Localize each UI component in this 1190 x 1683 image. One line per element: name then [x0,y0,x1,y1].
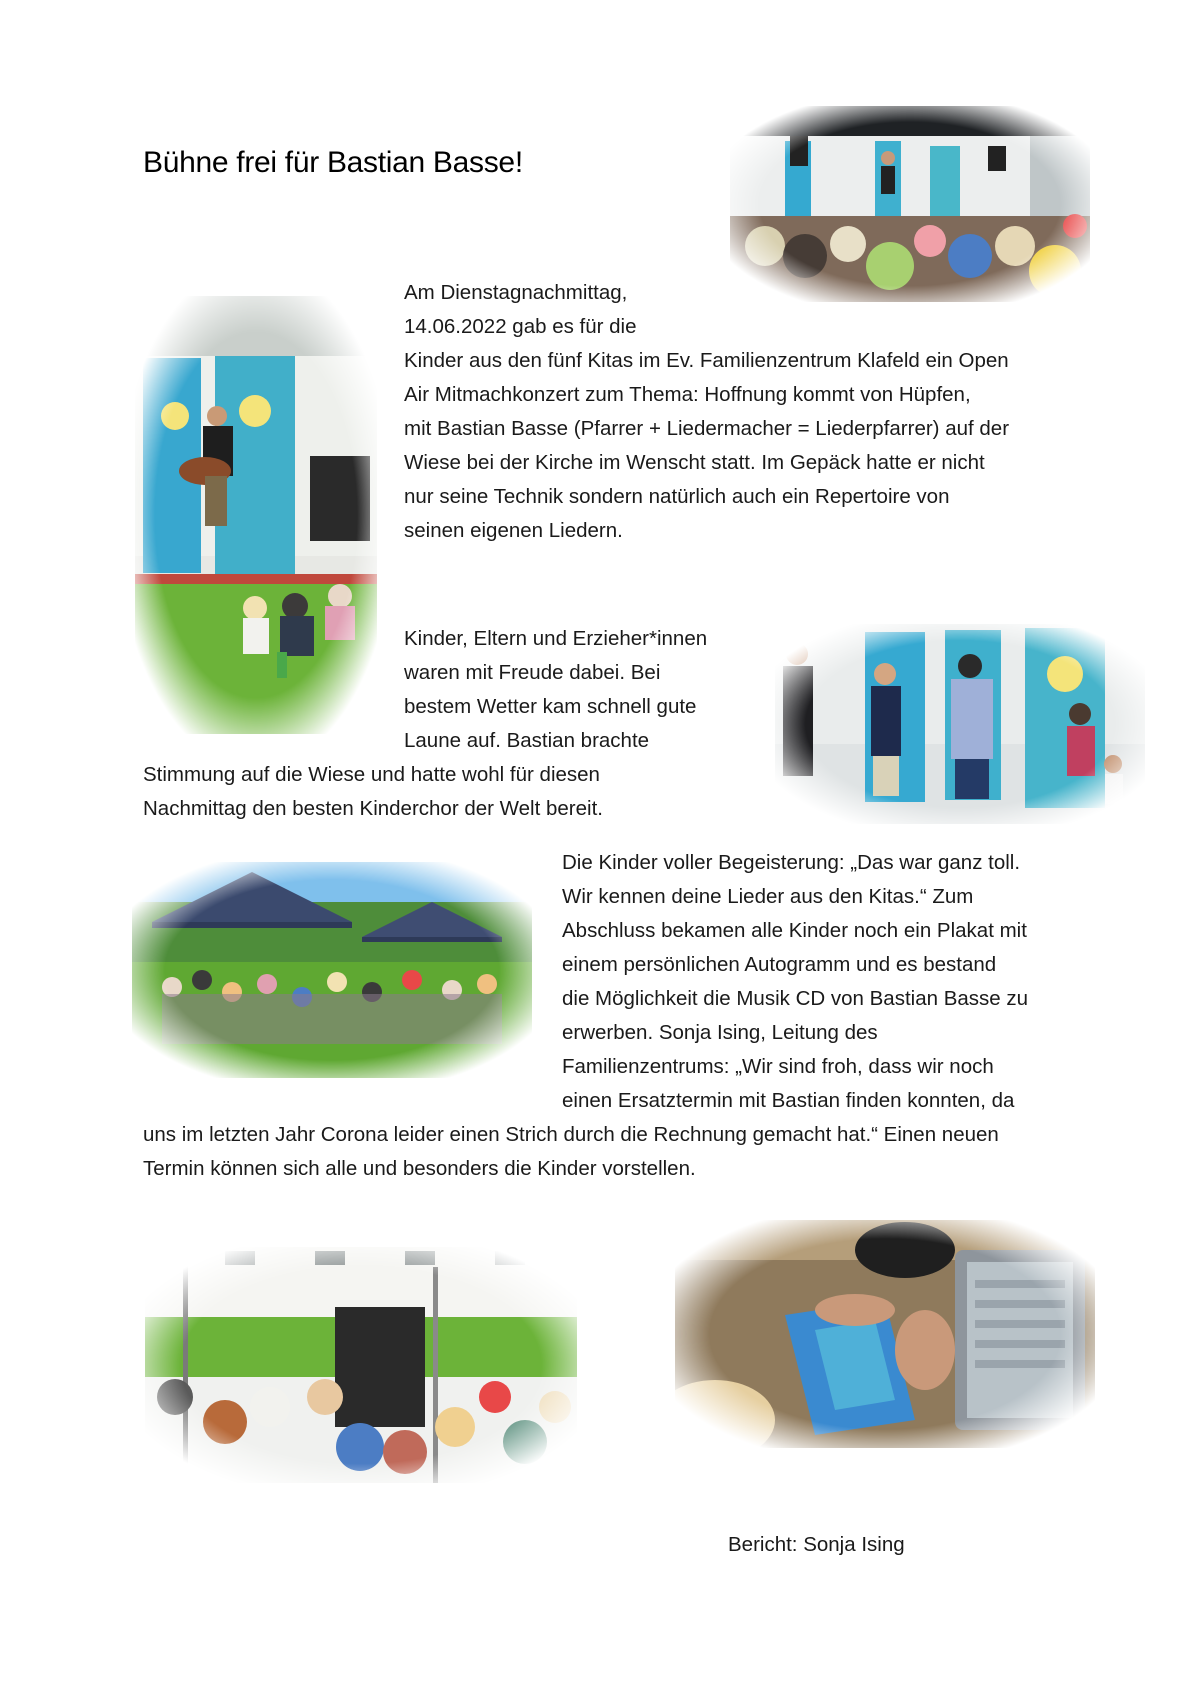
photo-tents-meadow [132,862,532,1078]
text-line: Kinder, Eltern und Erzieher*innen [404,627,708,650]
paragraph-intro [404,276,1094,548]
text-line: Abschluss bekamen alle Kinder noch ein Plakat mit [562,919,1027,942]
text-line: mit Bastian Basse (Pfarrer + Liedermacher = Liederpfarrer) auf der [404,417,1010,440]
text-line: Laune auf. Bastian brachte [404,729,650,752]
paragraph-quotes-wide [143,1118,1133,1186]
photo-adults-dancing [775,624,1145,824]
report-credit: Bericht: Sonja Ising [728,1533,905,1556]
text-line: Nachmittag den besten Kinderchor der Welt bereit. [143,797,603,820]
paragraph-mood-narrow [404,622,764,758]
text-line: Termin können sich alle und besonders die Kinder vorstellen. [143,1157,696,1180]
text-line: die Möglichkeit die Musik CD von Bastian Basse zu [562,987,1029,1010]
text-line: erwerben. Sonja Ising, Leitung des [562,1021,878,1044]
text-line: seinen eigenen Liedern. [404,519,623,542]
paragraph-mood-wide [143,758,763,826]
page-title: Bühne frei für Bastian Basse! [143,146,523,179]
photo-singer-guitar [135,296,377,734]
text-line: Familienzentrums: „Wir sind froh, dass wir noch [562,1055,994,1078]
text-line: Wir kennen deine Lieder aus den Kitas.“ Zum [562,885,974,908]
paragraph-quotes-narrow [562,846,1122,1118]
text-line: 14.06.2022 gab es für die [404,315,637,338]
text-line: einen Ersatztermin mit Bastian finden konnten, da [562,1089,1015,1112]
text-line: nur seine Technik sondern natürlich auch ein Repertoire von [404,485,950,508]
text-line: Wiese bei der Kirche im Wenscht statt. Im Gepäck hatte er nicht [404,451,985,474]
text-line: Kinder aus den fünf Kitas im Ev. Familienzentrum Klafeld ein Open [404,349,1009,372]
text-line: bestem Wetter kam schnell gute [404,695,697,718]
text-line: Stimmung auf die Wiese und hatte wohl für diesen [143,763,600,786]
photo-autograph-signing [675,1220,1095,1448]
photo-stage-crowd [730,106,1090,302]
text-line: uns im letzten Jahr Corona leider einen Strich durch die Rechnung gemacht hat.“ Einen neuen [143,1123,999,1146]
photo-children-equipment [145,1247,577,1483]
text-line: Die Kinder voller Begeisterung: „Das war ganz toll. [562,851,1021,874]
text-line: Air Mitmachkonzert zum Thema: Hoffnung kommt von Hüpfen, [404,383,971,406]
text-line: einem persönlichen Autogramm und es bestand [562,953,997,976]
text-line: waren mit Freude dabei. Bei [404,661,661,684]
text-line: Am Dienstagnachmittag, [404,281,628,304]
